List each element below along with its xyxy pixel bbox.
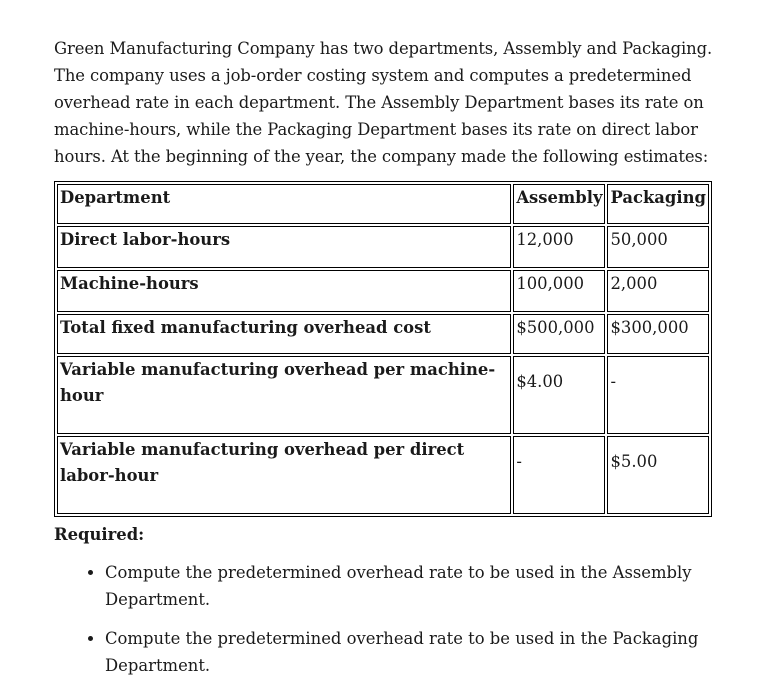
assembly-value: - bbox=[513, 436, 605, 514]
table-row bbox=[57, 356, 709, 434]
assembly-value: 12,000 bbox=[513, 226, 605, 268]
intro-paragraph: Green Manufacturing Company has two departments, Assembly and Packaging. The company uses a job-order costing system and computes a predetermined overhead rate in each department. The Assembly Department bases its rate on machine-hours, while the Packaging Department bases its rate on direct labor hours. At the beginning of the year, the company made the following estimates: bbox=[54, 39, 713, 166]
document-body bbox=[54, 35, 714, 691]
requirements-list bbox=[54, 559, 714, 679]
list-item: • Compute the predetermined overhead rate to be used in the Assembly Department. bbox=[105, 559, 714, 613]
table-row bbox=[57, 270, 709, 312]
row-label: Direct labor-hours bbox=[57, 226, 511, 268]
packaging-value: 2,000 bbox=[607, 270, 709, 312]
header-department: Department bbox=[57, 184, 511, 224]
row-label: Variable manufacturing overhead per machine-hour bbox=[57, 356, 511, 434]
packaging-value: $300,000 bbox=[607, 314, 709, 354]
list-item: • Compute the predetermined overhead rate to be used in the Packaging Department. bbox=[105, 625, 714, 679]
packaging-value: 50,000 bbox=[607, 226, 709, 268]
row-label: Machine-hours bbox=[57, 270, 511, 312]
row-label: Variable manufacturing overhead per direct labor-hour bbox=[57, 436, 511, 514]
packaging-value: $5.00 bbox=[607, 436, 709, 514]
header-packaging: Packaging bbox=[607, 184, 709, 224]
table-row bbox=[57, 226, 709, 268]
estimates-table bbox=[54, 181, 712, 517]
required-heading: Required: bbox=[54, 525, 145, 544]
assembly-value: 100,000 bbox=[513, 270, 605, 312]
table-header-row bbox=[57, 184, 709, 224]
table-row bbox=[57, 436, 709, 514]
assembly-value: $4.00 bbox=[513, 356, 605, 434]
assembly-value: $500,000 bbox=[513, 314, 605, 354]
header-assembly: Assembly bbox=[513, 184, 605, 224]
row-label: Total fixed manufacturing overhead cost bbox=[57, 314, 511, 354]
table-row bbox=[57, 314, 709, 354]
packaging-value: - bbox=[607, 356, 709, 434]
